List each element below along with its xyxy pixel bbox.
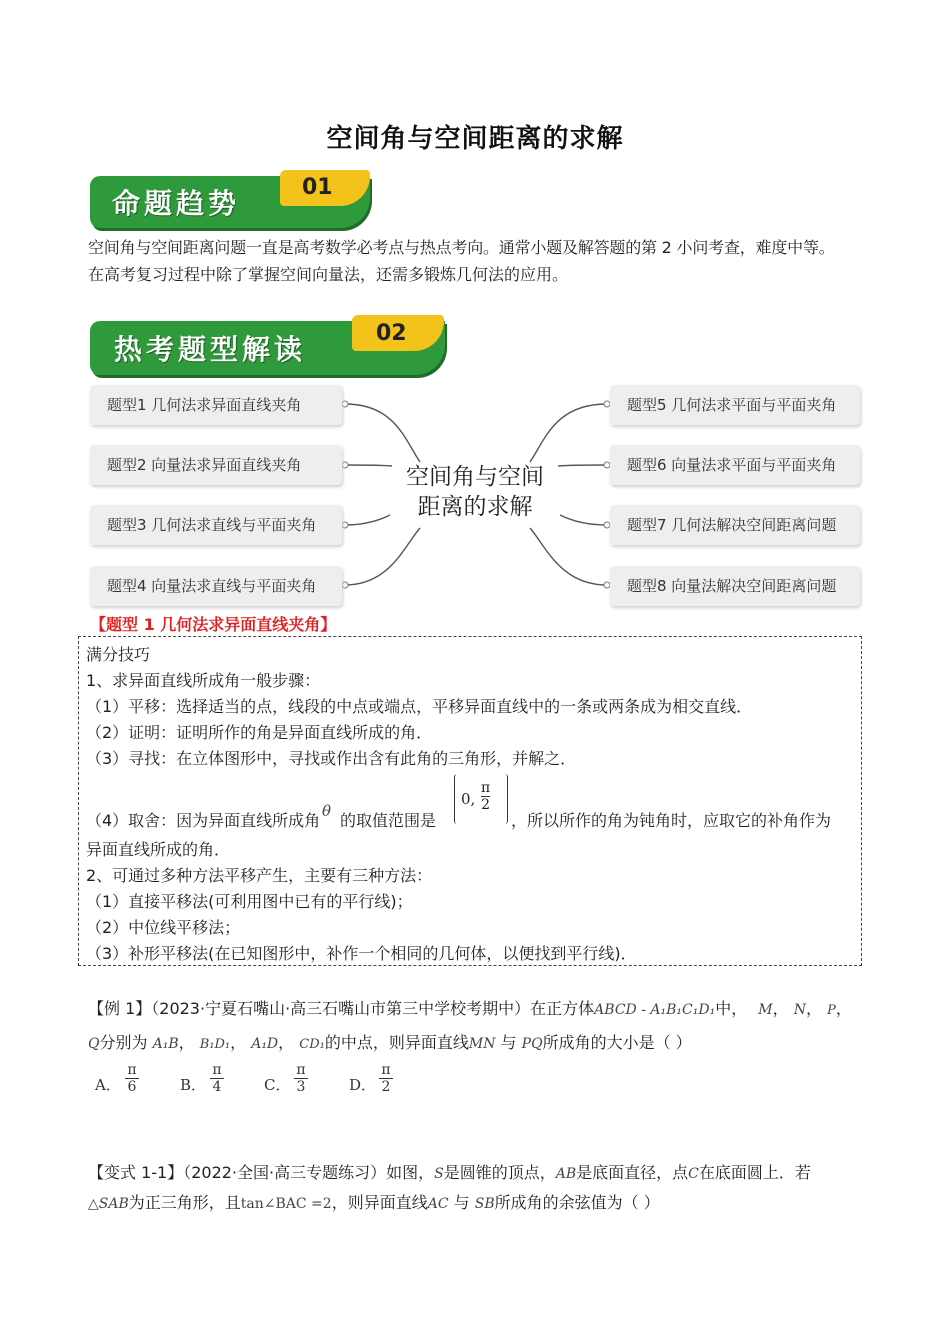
tips-line: 1、求异面直线所成角一般步骤： xyxy=(86,671,321,690)
section-banner-number: 02 xyxy=(376,321,407,346)
tips-line: 2、可通过多种方法平移产生，主要有三种方法： xyxy=(86,866,433,885)
segment-A1B: A₁B xyxy=(152,1036,179,1052)
range-numerator: π xyxy=(481,780,491,796)
range-left: 0, xyxy=(461,790,476,808)
option-fraction xyxy=(379,1062,393,1095)
range-fraction xyxy=(481,780,490,813)
topic-1-heading: 【题型 1 几何法求异面直线夹角】 xyxy=(90,615,337,634)
option-denominator: 2 xyxy=(379,1078,393,1095)
intro-line-1: 空间角与空间距离问题一直是高考数学必考点与热点考向。通常小题及解答题的第 2 小问考查，难度中等。 xyxy=(88,238,835,257)
tips-line: （1）直接平移法(可利用图中已有的平行线)； xyxy=(86,892,413,911)
tan-condition: tan∠BAC =2 xyxy=(240,1196,332,1212)
page-title: 空间角与空间距离的求解 xyxy=(326,124,624,154)
option-numerator: π xyxy=(381,1062,391,1078)
tips-title: 满分技巧 xyxy=(86,645,151,664)
option-letter: D． xyxy=(349,1076,377,1094)
segment-CD1: CD₁ xyxy=(299,1037,325,1052)
line-MN: MN xyxy=(468,1036,496,1052)
option-fraction xyxy=(294,1062,308,1095)
option-letter: B． xyxy=(180,1076,207,1094)
example-text: 所成角的大小是（ ） xyxy=(542,1033,692,1052)
segment-AB: AB xyxy=(555,1166,577,1182)
range-denominator: 2 xyxy=(481,797,491,813)
tips-text: （4）取舍：因为异面直线所成角 xyxy=(86,811,321,830)
option-numerator: π xyxy=(212,1062,222,1078)
mindmap-topic-2[interactable]: 题型2 向量法求异面直线夹角 xyxy=(90,445,342,485)
mindmap-topic-1[interactable]: 题型1 几何法求异面直线夹角 xyxy=(90,385,342,425)
section-banner-number: 01 xyxy=(302,175,333,200)
tips-line: （2）证明：证明所作的角是异面直线所成的角． xyxy=(86,723,433,742)
tips-line: （1）平移：选择适当的点，线段的中点或端点，平移异面直线中的一条或两条成为相交直线． xyxy=(86,697,753,716)
theta-symbol: θ xyxy=(322,802,332,820)
section-banner-label: 热考题型解读 xyxy=(114,333,307,366)
option-denominator: 4 xyxy=(210,1078,224,1095)
line-PQ: PQ xyxy=(521,1036,543,1052)
mindmap-topic-7[interactable]: 题型7 几何法解决空间距离问题 xyxy=(610,505,860,545)
variant-1-1-line-1 xyxy=(88,1160,811,1183)
variant-text: 是圆锥的顶点， xyxy=(443,1163,556,1182)
point-P: P xyxy=(827,1003,836,1018)
variant-text: 在底面圆上．若 xyxy=(698,1163,811,1182)
example-text: 与 xyxy=(500,1033,517,1052)
tips-line: （3）寻找：在立体图形中，寻找或作出含有此角的三角形，并解之． xyxy=(86,749,577,768)
mindmap-center xyxy=(395,462,555,522)
tips-text: 的取值范围是 xyxy=(340,811,437,830)
option-letter: A． xyxy=(95,1076,121,1094)
line-SB: SB xyxy=(474,1196,495,1212)
mindmap-center-line-2: 距离的求解 xyxy=(417,494,533,520)
example-text: 分别为 xyxy=(99,1033,148,1052)
intro-line-2: 在高考复习过程中除了掌握空间向量法，还需多锻炼几何法的应用。 xyxy=(88,265,569,284)
option-fraction xyxy=(210,1062,224,1095)
option-numerator: π xyxy=(296,1062,306,1078)
variant-text: 与 xyxy=(453,1193,470,1212)
variant-text: ，则异面直线 xyxy=(331,1193,428,1212)
cube-name: ABCD - A₁B₁C₁D₁ xyxy=(594,1002,716,1018)
variant-text: 是底面直径，点 xyxy=(576,1163,689,1182)
point-S: S xyxy=(434,1166,444,1182)
triangle-SAB: △SAB xyxy=(88,1196,129,1212)
tips-line: （2）中位线平移法； xyxy=(86,918,241,937)
point-Q: Q xyxy=(88,1036,100,1052)
tips-line: （3）补形平移法(在已知图形中，补作一个相同的几何体，以便找到平行线)． xyxy=(86,944,637,963)
range-interval xyxy=(454,774,508,824)
tips-line: 异面直线所成的角． xyxy=(86,840,231,859)
segment-A1D: A₁D xyxy=(251,1036,279,1052)
mindmap-topic-5[interactable]: 题型5 几何法求平面与平面夹角 xyxy=(610,385,860,425)
option-denominator: 6 xyxy=(125,1078,139,1095)
point-M: M xyxy=(758,1002,773,1018)
option-letter: C． xyxy=(264,1076,291,1094)
example-text: 中， xyxy=(715,999,748,1018)
mindmap-topic-4[interactable]: 题型4 向量法求直线与平面夹角 xyxy=(90,566,342,606)
option-fraction xyxy=(125,1062,139,1095)
example-1-line-2: Q分别为 A₁B， B₁D₁， A₁D， CD₁的中点，则异面直线MN 与 PQ所成角的大小是（ ） xyxy=(88,1033,692,1052)
point-N: N xyxy=(793,1002,806,1018)
variant-1-1-line-2 xyxy=(88,1190,660,1213)
line-AC: AC xyxy=(427,1196,449,1212)
option-numerator: π xyxy=(127,1062,137,1078)
mindmap-topic-6[interactable]: 题型6 向量法求平面与平面夹角 xyxy=(610,445,860,485)
mindmap-center-line-1: 空间角与空间 xyxy=(406,464,544,490)
mindmap-topic-8[interactable]: 题型8 向量法解决空间距离问题 xyxy=(610,566,860,606)
option-denominator: 3 xyxy=(294,1078,308,1095)
tips-text: ，所以所作的角为钝角时，应取它的补角作为 xyxy=(511,811,832,830)
variant-text: 所成角的余弦值为（ ） xyxy=(494,1193,660,1212)
segment-B1D1: B₁D₁ xyxy=(199,1037,231,1052)
example-text: 【例 1】（2023·宁夏石嘴山·高三石嘴山市第三中学校考期中）在正方体 xyxy=(88,999,595,1018)
section-banner-label: 命题趋势 xyxy=(112,187,241,220)
point-C: C xyxy=(688,1166,699,1182)
example-1-line-1: 【例 1】（2023·宁夏石嘴山·高三石嘴山市第三中学校考期中）在正方体ABCD - A₁B₁C₁D₁中， M， N， P， xyxy=(88,999,852,1018)
variant-text: 为正三角形，且 xyxy=(128,1193,241,1212)
variant-text: 【变式 1-1】（2022·全国·高三专题练习）如图， xyxy=(88,1163,435,1182)
example-text: 的中点，则异面直线 xyxy=(324,1033,469,1052)
mindmap-topic-3[interactable]: 题型3 几何法求直线与平面夹角 xyxy=(90,505,342,545)
